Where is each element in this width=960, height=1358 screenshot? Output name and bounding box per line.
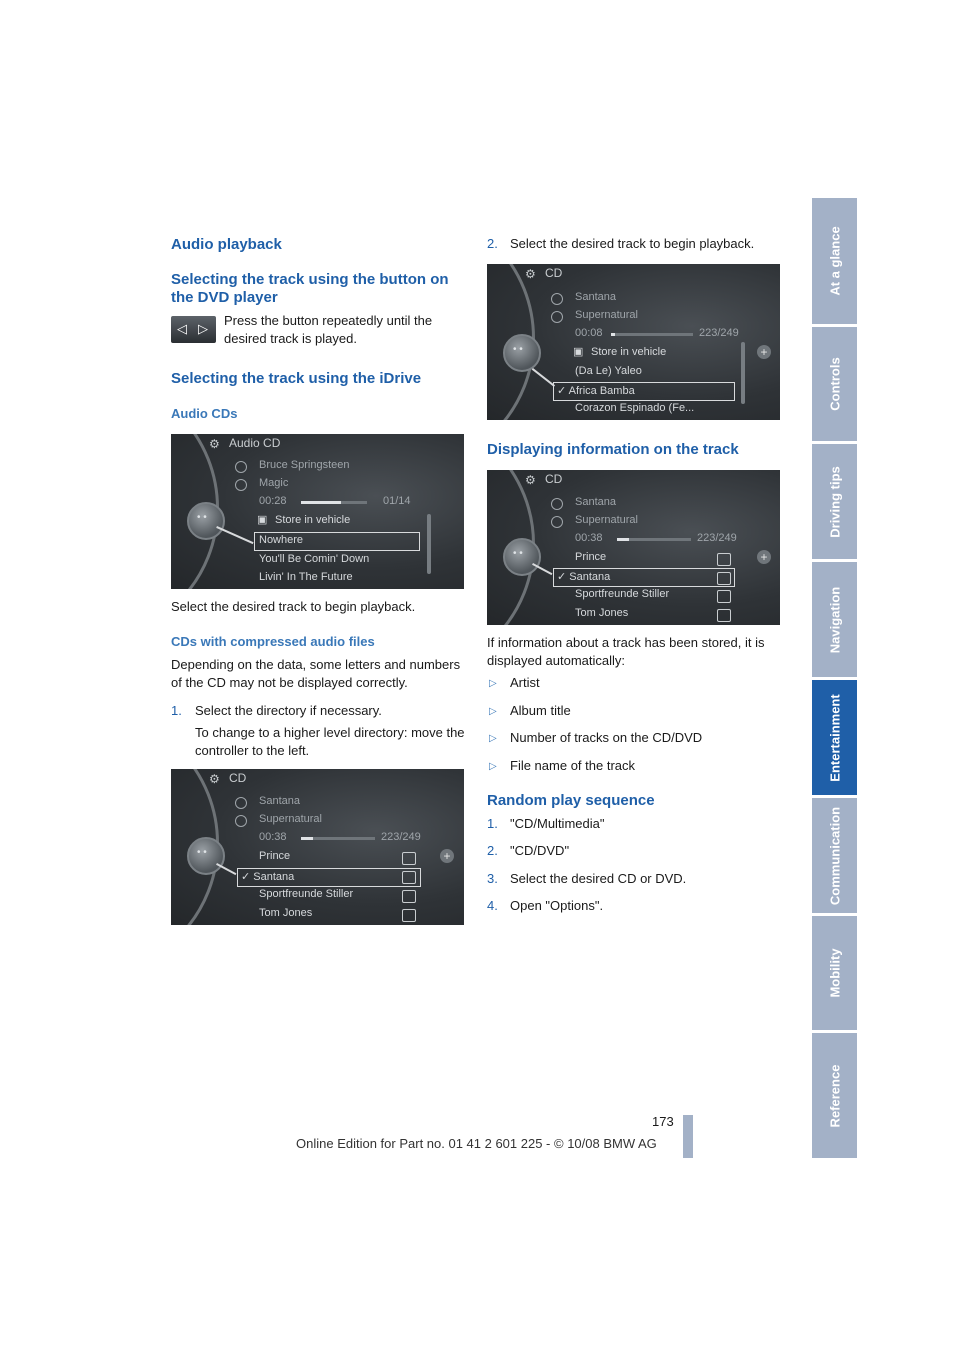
plus-icon: + bbox=[440, 849, 454, 863]
menu-icon: ⚙ bbox=[525, 267, 536, 281]
audio-cds-caption: Select the desired track to begin playback. bbox=[171, 599, 416, 614]
step-number: 1. bbox=[171, 703, 182, 718]
previous-arrow-icon: ◁ bbox=[177, 321, 187, 336]
step-number: 2. bbox=[487, 843, 498, 858]
track-count: 223/249 bbox=[381, 831, 421, 843]
heading-select-track-button: Selecting the track using the button on the DVD player bbox=[171, 271, 449, 306]
scrollbar bbox=[741, 342, 745, 404]
album-icon bbox=[551, 516, 563, 528]
tab-entertainment[interactable]: Entertainment bbox=[812, 680, 857, 795]
album-name: Supernatural bbox=[575, 309, 638, 321]
cd-track-screen bbox=[487, 264, 780, 420]
tab-communication[interactable]: Communication bbox=[812, 798, 857, 913]
track-count: 01/14 bbox=[383, 495, 411, 507]
tab-controls[interactable]: Controls bbox=[812, 327, 857, 441]
track-time: 00:38 bbox=[575, 532, 603, 544]
step-text: Select the desired track to begin playback. bbox=[510, 236, 755, 251]
artist-name: Bruce Springsteen bbox=[259, 459, 350, 471]
bullet-item: File name of the track bbox=[510, 758, 635, 773]
bullet-icon: ▷ bbox=[489, 761, 497, 772]
progress-fill bbox=[301, 837, 313, 840]
track-item: (Da Le) Yaleo bbox=[575, 365, 642, 377]
menu-icon: ⚙ bbox=[209, 437, 220, 451]
scrollbar bbox=[427, 514, 431, 574]
track-item: Livin' In The Future bbox=[259, 571, 353, 583]
list-item: Prince bbox=[259, 850, 291, 862]
step-text: "CD/Multimedia" bbox=[510, 816, 605, 831]
list-item: ✓ Santana bbox=[241, 871, 295, 883]
bullet-item: Artist bbox=[510, 675, 540, 690]
store-in-vehicle: Store in vehicle bbox=[591, 346, 667, 358]
folder-icon bbox=[717, 590, 731, 603]
artist-icon bbox=[235, 461, 247, 473]
page-number: 173 bbox=[652, 1114, 674, 1129]
controller-knob bbox=[187, 837, 225, 875]
track-time: 00:38 bbox=[259, 831, 287, 843]
cd-info-screen bbox=[487, 470, 780, 625]
save-icon: ▣ bbox=[257, 514, 268, 526]
controller-knob bbox=[503, 538, 541, 576]
edition-info: Online Edition for Part no. 01 41 2 601 225 - © 10/08 BMW AG bbox=[296, 1136, 657, 1151]
step-number: 3. bbox=[487, 871, 498, 886]
tab-driving-tips[interactable]: Driving tips bbox=[812, 444, 857, 559]
track-count: 223/249 bbox=[697, 532, 737, 544]
folder-icon bbox=[402, 852, 416, 865]
cd-directory-screen bbox=[171, 769, 464, 925]
dvd-button-image bbox=[171, 316, 216, 343]
album-icon bbox=[235, 815, 247, 827]
bullet-icon: ▷ bbox=[489, 706, 497, 717]
screen-title: CD bbox=[229, 771, 247, 785]
step-number: 1. bbox=[487, 816, 498, 831]
save-icon: ▣ bbox=[573, 346, 584, 358]
step-text: Select the desired CD or DVD. bbox=[510, 871, 687, 886]
artist-icon bbox=[235, 797, 247, 809]
artist-name: Santana bbox=[259, 795, 300, 807]
list-item: Tom Jones bbox=[259, 907, 313, 919]
list-item: ✓ Santana bbox=[557, 571, 611, 583]
list-item: Tom Jones bbox=[575, 607, 629, 619]
step-number: 2. bbox=[487, 236, 498, 251]
artist-icon bbox=[551, 498, 563, 510]
track-time: 00:28 bbox=[259, 495, 287, 507]
artist-name: Santana bbox=[575, 291, 616, 303]
plus-icon: + bbox=[757, 345, 771, 359]
heading-compressed-audio: CDs with compressed audio files bbox=[171, 634, 375, 649]
folder-icon bbox=[717, 572, 731, 585]
store-in-vehicle: Store in vehicle bbox=[275, 514, 351, 526]
info-text: If information about a track has been stored, it is displayed automatically: bbox=[487, 635, 765, 668]
album-icon bbox=[235, 479, 247, 491]
artist-name: Santana bbox=[575, 496, 616, 508]
folder-icon bbox=[717, 609, 731, 622]
menu-icon: ⚙ bbox=[209, 772, 220, 786]
next-arrow-icon: ▷ bbox=[198, 321, 208, 336]
step-text: Open "Options". bbox=[510, 898, 604, 913]
screen-title: CD bbox=[545, 266, 563, 280]
tab-at-a-glance[interactable]: At a glance bbox=[812, 198, 857, 324]
list-item: Sportfreunde Stiller bbox=[575, 588, 670, 600]
tab-mobility[interactable]: Mobility bbox=[812, 916, 857, 1030]
bullet-item: Number of tracks on the CD/DVD bbox=[510, 730, 703, 745]
track-item: You'll Be Comin' Down bbox=[259, 553, 370, 565]
controller-knob bbox=[503, 334, 541, 372]
heading-audio-cds: Audio CDs bbox=[171, 406, 238, 421]
folder-icon bbox=[402, 890, 416, 903]
step-text: Select the directory if necessary. bbox=[195, 703, 382, 718]
list-item: Sportfreunde Stiller bbox=[259, 888, 354, 900]
list-item: Prince bbox=[575, 551, 607, 563]
bullet-icon: ▷ bbox=[489, 678, 497, 689]
heading-select-track-idrive: Selecting the track using the iDrive bbox=[171, 370, 422, 387]
step-text: "CD/DVD" bbox=[510, 843, 570, 858]
track-item: Corazon Espinado (Fe... bbox=[575, 402, 695, 414]
track-item: ✓ Africa Bamba bbox=[557, 385, 635, 397]
folder-icon bbox=[717, 553, 731, 566]
folder-icon bbox=[402, 909, 416, 922]
track-count: 223/249 bbox=[699, 327, 739, 339]
bullet-icon: ▷ bbox=[489, 733, 497, 744]
screen-title: Audio CD bbox=[229, 436, 281, 450]
screen-title: CD bbox=[545, 472, 563, 486]
heading-displaying-info: Displaying information on the track bbox=[487, 441, 739, 458]
compressed-text: Depending on the data, some letters and numbers of the CD may not be displayed correctly. bbox=[171, 657, 461, 690]
track-item: Nowhere bbox=[259, 534, 304, 546]
album-name: Magic bbox=[259, 477, 289, 489]
step-subtext: To change to a higher level directory: move the controller to the left. bbox=[195, 725, 465, 758]
tab-navigation[interactable]: Navigation bbox=[812, 562, 857, 677]
bullet-item: Album title bbox=[510, 703, 571, 718]
progress-fill bbox=[611, 333, 615, 336]
album-name: Supernatural bbox=[259, 813, 322, 825]
album-icon bbox=[551, 311, 563, 323]
album-name: Supernatural bbox=[575, 514, 638, 526]
heading-audio-playback: Audio playback bbox=[171, 236, 282, 253]
footer-bar bbox=[683, 1115, 693, 1158]
artist-icon bbox=[551, 293, 563, 305]
menu-icon: ⚙ bbox=[525, 473, 536, 487]
folder-icon bbox=[402, 871, 416, 884]
step-number: 4. bbox=[487, 898, 498, 913]
controller-knob bbox=[187, 502, 225, 540]
progress-fill bbox=[301, 501, 341, 504]
progress-track bbox=[611, 333, 693, 336]
audio-cd-screen bbox=[171, 434, 464, 589]
heading-random-play: Random play sequence bbox=[487, 792, 655, 809]
button-instruction: Press the button repeatedly until the desired track is played. bbox=[224, 313, 433, 346]
plus-icon: + bbox=[757, 550, 771, 564]
tab-reference[interactable]: Reference bbox=[812, 1033, 857, 1158]
progress-fill bbox=[617, 538, 629, 541]
track-time: 00:08 bbox=[575, 327, 603, 339]
